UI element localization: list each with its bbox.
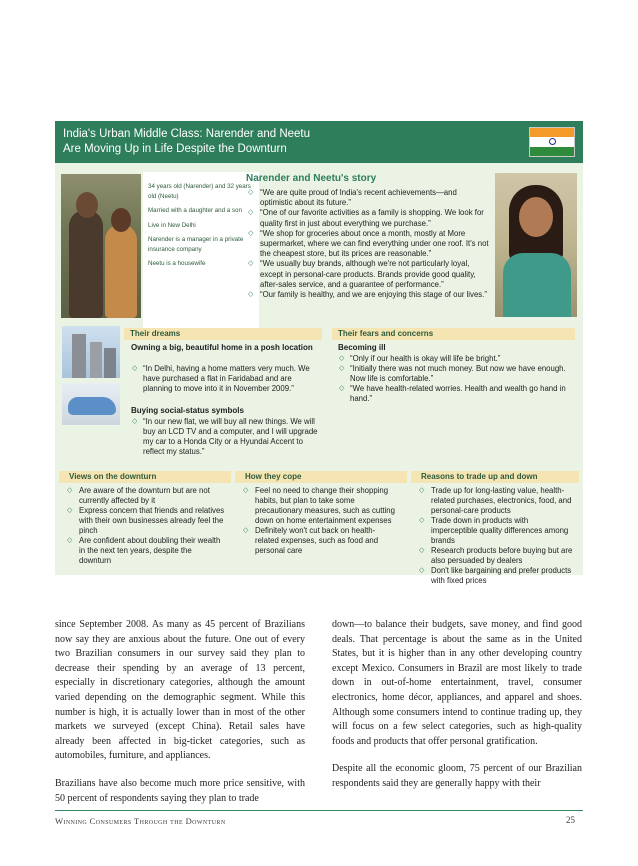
list-item: ◇ “Our family is healthy, and we are enjoying this stage of our lives.” xyxy=(246,290,491,300)
family-photo xyxy=(61,174,141,318)
list-item: ◇ “We are quite proud of India's recent achievements—and optimistic about its future.” xyxy=(246,188,491,208)
dreams-list-status xyxy=(131,417,321,457)
dreams-sub-home: Owning a big, beautiful home in a posh location xyxy=(131,343,313,352)
list-item: ◇ Definitely won't cut back on health-related expenses, such as food and personal care xyxy=(241,526,399,556)
body-paragraph: down—to balance their budgets, save money, and find good deals. That percentage is about the same as in the United States, but it is higher than in any other developing country except Mexico. Consumers in Brazil are most likely to trade down in out-of-home entertainment, travel, consumer electronics, home décor, appliances, and apparel and shoes. Although some consumers intend to continue trading up, they will focus on a few select categories, such as high-quality foods and products that offer personal gratification. xyxy=(332,619,582,747)
list-item: ◇ Are aware of the downturn but are not currently affected by it xyxy=(65,486,225,506)
story-title: Narender and Neetu's story xyxy=(246,173,377,184)
panel-title: India's Urban Middle Class: Narender and Neetu Are Moving Up in Life Despite the Downturn xyxy=(63,128,311,155)
list-item: ◇ Research products before buying but are also persuaded by dealers xyxy=(417,546,573,566)
list-item: ◇ “In Delhi, having a home matters very much. We have purchased a flat in Faridabad and are planning to move into it in November 2009.” xyxy=(131,364,321,394)
list-item: ◇ “Initially there was not much money. But now we have enough. Now life is comfortable.” xyxy=(338,364,570,384)
profile-location: Live in New Delhi xyxy=(148,221,196,229)
cope-header: How they cope xyxy=(235,471,407,483)
trade-header: Reasons to trade up and down xyxy=(411,471,579,483)
list-item: ◇ Express concern that friends and relatives with their own businesses already feel the pinch xyxy=(65,506,225,536)
body-column-left xyxy=(55,618,305,819)
views-header: Views on the downturn xyxy=(59,471,231,483)
panel-header xyxy=(55,121,583,163)
body-paragraph: since September 2008. As many as 45 percent of Brazilians now say they are anxious about the future. One out of every two Brazilian consumers in our survey said they plan to decrease their spending by an average of 13 percent, especially in discretionary categories, although the amount varied depending on the demographic segment. While this number is high, it is actually lower than in most of the other markets we surveyed (except China). Retail sales have already been affected in big-ticket categories, such as automobiles, furniture, and appliances. xyxy=(55,619,305,762)
profile-age: 34 years old (Narender) and 32 years old (Neetu) xyxy=(148,183,251,200)
dreams-list-home xyxy=(131,364,321,394)
dreams-header: Their dreams xyxy=(124,328,322,340)
list-item: ◇ Trade up for long-lasting value, health-related purchases, electronics, food, and personal-care products xyxy=(417,486,573,516)
list-item: ◇ “We usually buy brands, although we're not particularly loyal, except in personal-care products. Brands provide good quality, after-sales service, and a guarantee of performance.” xyxy=(246,259,491,290)
buildings-photo xyxy=(62,326,120,378)
list-item: ◇ “Only if our health is okay will life be bright.” xyxy=(338,354,570,364)
profile-family: Married with a daughter and a son xyxy=(148,207,242,214)
car-photo xyxy=(62,383,120,425)
case-study-panel xyxy=(55,121,583,585)
list-item: ◇ Trade down in products with imperceptible quality differences among brands xyxy=(417,516,573,546)
profile-job-neetu: Neetu is a housewife xyxy=(148,260,206,267)
body-column-right xyxy=(332,618,582,805)
list-item: ◇ Don't like bargaining and prefer products with fixed prices xyxy=(417,566,573,586)
india-flag-icon xyxy=(529,127,575,157)
profile-info-card xyxy=(143,172,259,330)
list-item: ◇ Are confident about doubling their wealth in the next ten years, despite the downturn xyxy=(65,536,225,566)
cope-list xyxy=(241,486,399,556)
dreams-sub-status: Buying social-status symbols xyxy=(131,406,244,415)
body-paragraph: Brazilians have also become much more price sensitive, with 50 percent of respondents saying they plan to trade xyxy=(55,777,305,804)
footer-title: Winning Consumers Through the Downturn xyxy=(55,816,226,826)
list-item: ◇ “We shop for groceries about once a month, mostly at More supermarket, where we can find everything under one roof. It's not the cheapest store, but its prices are reasonable.” xyxy=(246,229,491,260)
footer-divider xyxy=(55,810,583,811)
profile-job-narender: Narender is a manager in a private insurance company xyxy=(148,236,244,253)
trade-list xyxy=(417,486,573,586)
views-list xyxy=(65,486,225,566)
fears-sub-illness: Becoming ill xyxy=(338,343,386,352)
list-item: ◇ “We have health-related worries. Health and wealth go hand in hand.” xyxy=(338,384,570,404)
daughter-photo xyxy=(495,173,577,317)
list-item: ◇ “One of our favorite activities as a family is shopping. We look for quality first in just about everything we purchase.” xyxy=(246,208,491,228)
fears-list xyxy=(338,354,570,404)
page-number: 25 xyxy=(566,815,575,825)
list-item: ◇ “In our new flat, we will buy all new things. We will buy an LCD TV and a computer, and I will upgrade my car to a Honda City or a Hyundai Accent to reflect my status.” xyxy=(131,417,321,457)
body-paragraph: Despite all the economic gloom, 75 percent of our Brazilian respondents said they are generally happy with their xyxy=(332,763,582,789)
list-item: ◇ Feel no need to change their shopping habits, but plan to take some precautionary measures, such as cutting down on home entertainment expenses xyxy=(241,486,399,526)
story-list xyxy=(246,188,491,300)
fears-header: Their fears and concerns xyxy=(332,328,575,340)
